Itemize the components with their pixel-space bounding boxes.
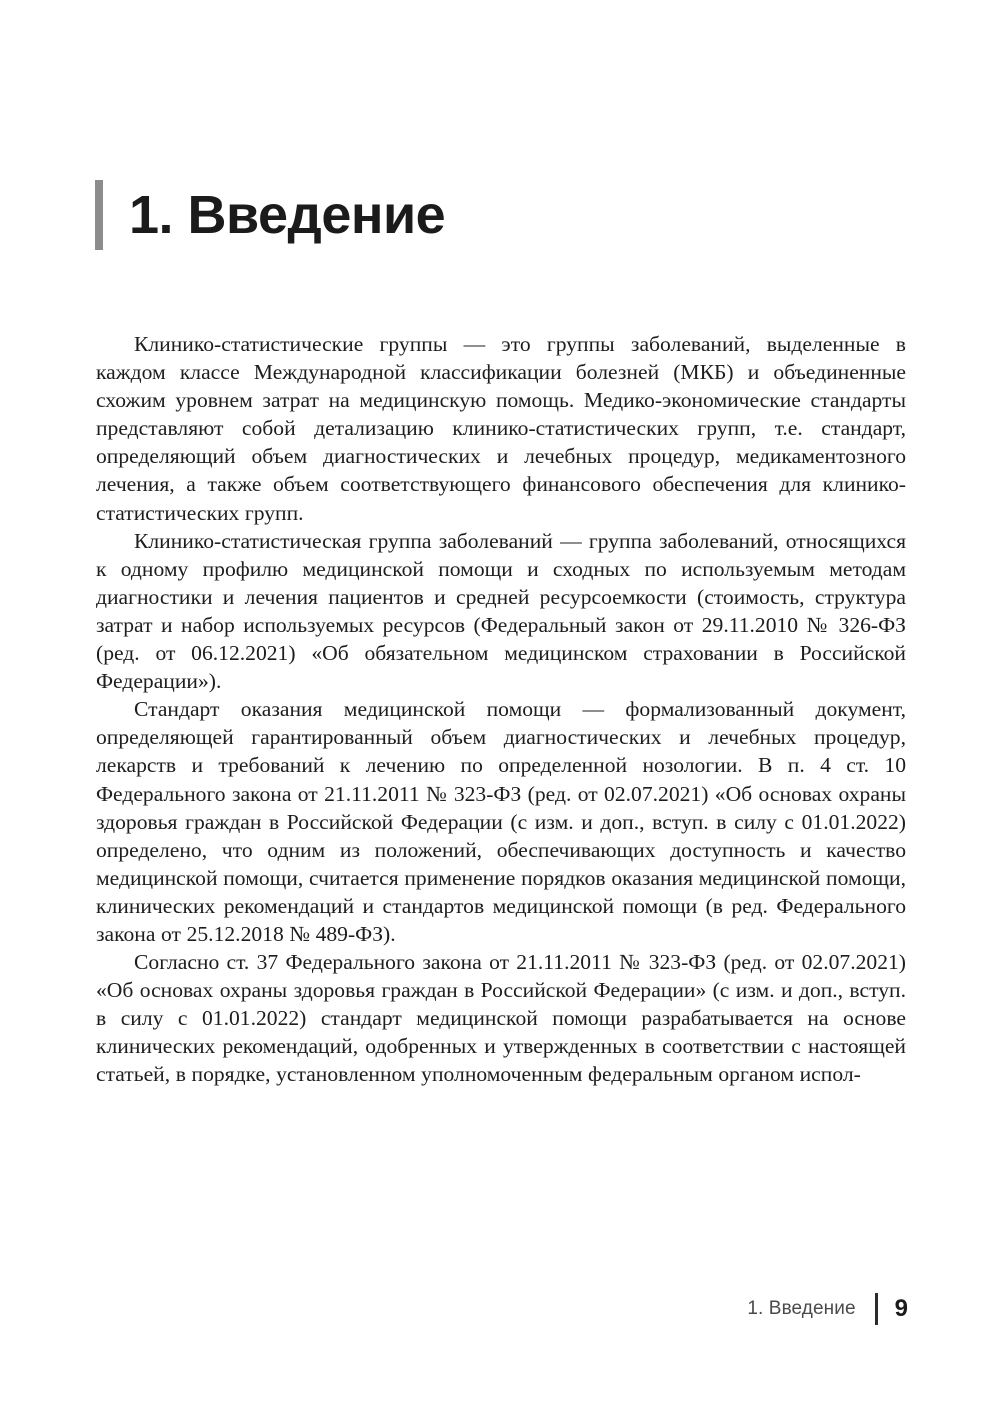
paragraph-4: Согласно ст. 37 Федерального закона от 21.11.2011 № 323-ФЗ (ред. от 02.07.2021) «Об основах охраны здоровья граждан в Российской Федерации» (с изм. и доп., вступ. в силу с 01.01.2022) стандарт медицинской помощи разрабатывается на основе клинических рекомендаций, одобренных и утвержденных в соответствии с настоящей статьей, в порядке, установленном уполномоченным федеральным органом испол- xyxy=(96,950,906,1087)
heading-accent-bar xyxy=(95,180,103,250)
paragraph-1: Клинико-статистические группы — это группы заболеваний, выделенные в каждом классе Международной классификации болезней (МКБ) и объединенные схожим уровнем затрат на медицинскую помощь. Медико-экономические стандарты представляют собой детализацию клинико-статистических групп, т.е. стандарт, определяющий объем диагностических и лечебных процедур, медикаментозного лечения, а также объем соответствующего финансового обеспечения для клинико-статистических групп. xyxy=(96,332,906,525)
page-title: 1. Введение xyxy=(129,185,446,245)
chapter-heading xyxy=(95,176,445,254)
paragraph-3: Стандарт оказания медицинской помощи — формализованный документ, определяющей гарантированный объем диагностических и лечебных процедур, лекарств и требований к лечению по определенной нозологии. В п. 4 ст. 10 Федерального закона от 21.11.2011 № 323-ФЗ (ред. от 02.07.2021) «Об основах охраны здоровья граждан в Российской Федерации (с изм. и доп., вступ. в силу с 01.01.2022) определено, что одним из положений, обеспечивающих доступность и качество медицинской помощи, считается применение порядков оказания медицинской помощи, клинических рекомендаций и стандартов медицинской помощи (в ред. Федерального закона от 25.12.2018 № 489-ФЗ). xyxy=(96,697,906,946)
page-footer xyxy=(747,1292,908,1326)
footer-running-head: 1. Введение xyxy=(747,1298,856,1319)
footer-divider xyxy=(875,1293,878,1325)
paragraph-2: Клинико-статистическая группа заболеваний — группа заболеваний, относящихся к одному профилю медицинской помощи и сходных по используемым методам диагностики и лечения пациентов и средней ресурсоемкости (стоимость, структура затрат и набор используемых ресурсов (Федеральный закон от 29.11.2010 № 326-ФЗ (ред. от 06.12.2021) «Об обязательном медицинском страховании в Российской Федерации»). xyxy=(96,528,906,694)
page-number: 9 xyxy=(894,1295,908,1322)
body-text-column xyxy=(96,330,906,1089)
